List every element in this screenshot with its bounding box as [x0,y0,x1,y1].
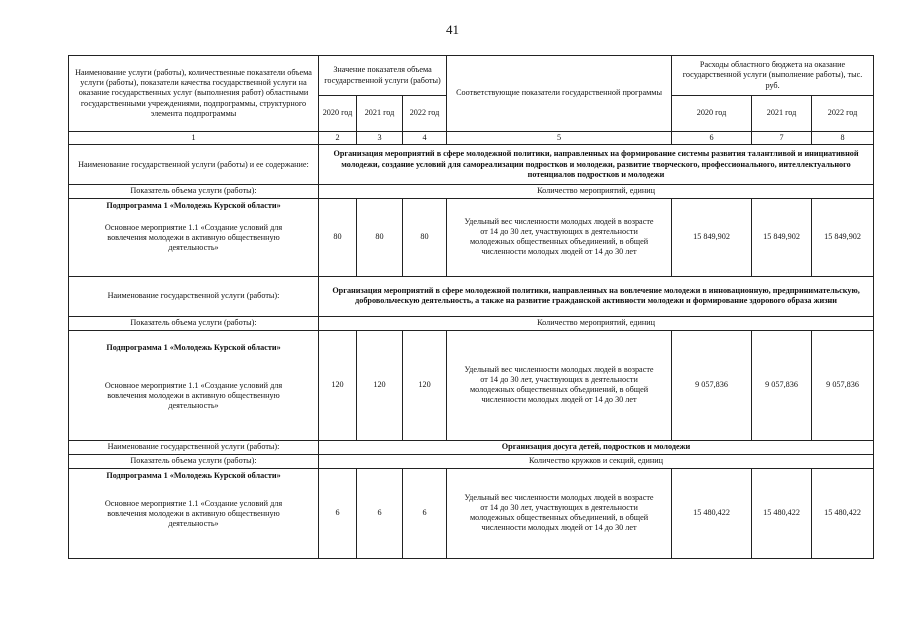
main-event-text: Основное мероприятие 1.1 «Создание условий для вовлечения молодежи в активную общественную деятельность» [104,222,283,253]
budget-2020: 15 480,422 [672,468,752,558]
budget-2022: 9 057,836 [812,330,874,440]
value-2022: 120 [403,330,447,440]
column-number: 4 [403,132,447,145]
subprogram-title: Подпрограмма 1 «Молодежь Курской области» [106,200,281,210]
indicator-value: Количество кружков и секций, единиц [319,454,874,468]
column-number: 1 [69,132,319,145]
service-name: Организация досуга детей, подростков и молодежи [319,440,874,454]
main-event-text: Основное мероприятие 1.1 «Создание условий для вовлечения молодежи в активную общественную деятельность» [104,498,283,529]
service-name: Организация мероприятий в сфере молодежной политики, направленных на вовлечение молодежи в инновационную, предпринимательскую, добровольческую деятельность, а также на развитие гражданской активности молодежи и формирование здорового образа жизни [319,276,874,316]
indicator-value: Количество мероприятий, единиц [319,185,874,198]
column-number: 7 [752,132,812,145]
service-name: Организация мероприятий в сфере молодежной политики, направленных на формирование системы развития талантливой и инициативной молодежи, создание условий для самореализации подростков и молодежи, развитие творческого, профессионального, интеллектуального потенциалов подростков и молодежи [319,145,874,185]
indicator-label: Показатель объема услуги (работы): [69,185,319,198]
column-number: 3 [357,132,403,145]
value-2021: 120 [357,330,403,440]
column-number: 2 [319,132,357,145]
program-indicator-text: Удельный вес численности молодых людей в возрасте от 14 до 30 лет, участвующих в деятельности молодежных общественных объединений, в общей численности молодых людей от 14 до 30 лет [447,468,672,558]
header-value-year: 2020 год [319,96,357,132]
budget-2020: 15 849,902 [672,198,752,276]
column-number: 6 [672,132,752,145]
budget-2022: 15 849,902 [812,198,874,276]
value-2020: 120 [319,330,357,440]
header-budget-year: 2022 год [812,96,874,132]
service-label: Наименование государственной услуги (работы): [69,276,319,316]
budget-2021: 15 849,902 [752,198,812,276]
indicator-value: Количество мероприятий, единиц [319,316,874,330]
service-label: Наименование государственной услуги (работы): [69,440,319,454]
header-budget-year: 2020 год [672,96,752,132]
value-2022: 6 [403,468,447,558]
budget-2022: 15 480,422 [812,468,874,558]
header-value-column: Значение показателя объема государственной услуги (работы) [319,56,447,96]
column-number: 5 [447,132,672,145]
subprogram-title: Подпрограмма 1 «Молодежь Курской области» [106,342,281,352]
budget-2021: 9 057,836 [752,330,812,440]
budget-2020: 9 057,836 [672,330,752,440]
program-cell [69,330,319,440]
main-event-text: Основное мероприятие 1.1 «Создание условий для вовлечения молодежи в активную общественную деятельность» [104,380,283,411]
page-number: 41 [446,22,459,37]
value-2021: 6 [357,468,403,558]
services-table [68,55,874,559]
service-label: Наименование государственной услуги (работы) и ее содержание: [69,145,319,185]
program-cell [69,468,319,558]
header-budget-year: 2021 год [752,96,812,132]
header-service-column: Наименование услуги (работы), количественные показатели объема услуги (работы), показатели качества государственной услуги на оказание государственных услуг (выполнения работ) областными государственными учреждениями, подпрограммы, структурного элемента подпрограммы [69,56,319,132]
program-cell [69,198,319,276]
value-2021: 80 [357,198,403,276]
header-budget-column: Расходы областного бюджета на оказание государственной услуги (выполнение работы), тыс. руб. [672,56,874,96]
header-value-year: 2021 год [357,96,403,132]
header-indicators-column: Соответствующие показатели государственной программы [447,56,672,132]
value-2020: 6 [319,468,357,558]
subprogram-title: Подпрограмма 1 «Молодежь Курской области» [106,470,281,480]
value-2022: 80 [403,198,447,276]
column-number: 8 [812,132,874,145]
indicator-label: Показатель объема услуги (работы): [69,454,319,468]
program-indicator-text: Удельный вес численности молодых людей в возрасте от 14 до 30 лет, участвующих в деятельности молодежных общественных объединений, в общей численности молодых людей от 14 до 30 лет [447,330,672,440]
indicator-label: Показатель объема услуги (работы): [69,316,319,330]
header-value-year: 2022 год [403,96,447,132]
budget-2021: 15 480,422 [752,468,812,558]
value-2020: 80 [319,198,357,276]
program-indicator-text: Удельный вес численности молодых людей в возрасте от 14 до 30 лет, участвующих в деятельности молодежных общественных объединений, в общей численности молодых людей от 14 до 30 лет [447,198,672,276]
